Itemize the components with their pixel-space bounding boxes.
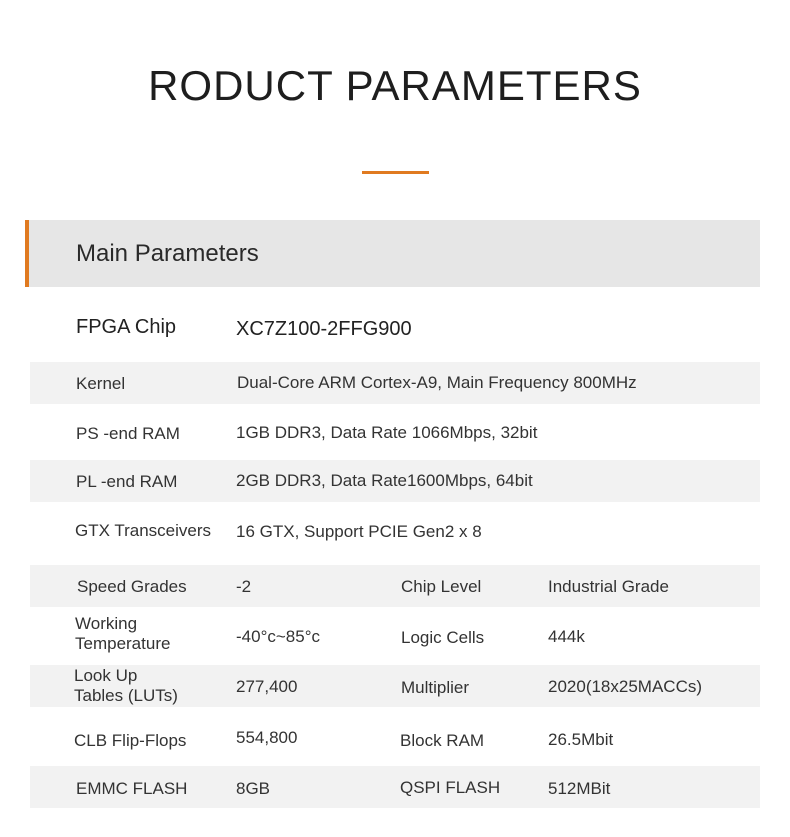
param-label: CLB Flip-Flops [74, 731, 187, 750]
param-label: EMMC FLASH [76, 779, 188, 798]
param-value: 26.5Mbit [548, 730, 614, 749]
param-value: 554,800 [236, 728, 298, 747]
section-accent-bar [25, 220, 29, 287]
param-value: -40°c~85°c [236, 627, 321, 646]
param-label: Multiplier [401, 678, 470, 697]
param-label: Logic Cells [401, 628, 485, 647]
title-accent-divider [362, 171, 429, 174]
param-label: Kernel [76, 374, 126, 393]
param-value: 1GB DDR3, Data Rate 1066Mbps, 32bit [236, 423, 538, 442]
param-label: GTX Transceivers [75, 521, 212, 540]
param-value: 2GB DDR3, Data Rate1600Mbps, 64bit [236, 471, 533, 490]
param-value: 16 GTX, Support PCIE Gen2 x 8 [236, 522, 482, 541]
param-label: PS -end RAM [76, 424, 180, 443]
param-grid-row-temperature [30, 611, 760, 661]
param-label: Block RAM [400, 731, 485, 750]
param-row-fpga-chip [30, 305, 760, 351]
param-label: Chip Level [401, 577, 482, 596]
param-row-gtx [30, 510, 760, 552]
param-label-line2: Temperature [75, 634, 171, 653]
param-value: 277,400 [236, 677, 298, 696]
param-grid-row-clb [30, 716, 760, 760]
param-row-ps-ram [30, 412, 760, 454]
param-value: 444k [548, 627, 585, 646]
param-label-line1: Working [75, 614, 138, 633]
param-row-pl-ram [30, 460, 760, 502]
param-label-line1: Look Up [74, 666, 138, 685]
param-value: 512MBit [548, 779, 611, 798]
param-value: -2 [236, 577, 252, 596]
param-grid-row-luts [30, 665, 760, 707]
param-label: PL -end RAM [76, 472, 178, 491]
page-title: RODUCT PARAMETERS [148, 62, 642, 109]
param-label: Speed Grades [77, 577, 187, 596]
param-row-kernel [30, 362, 760, 404]
section-title: Main Parameters [76, 240, 259, 267]
param-value: Dual-Core ARM Cortex-A9, Main Frequency 800MHz [237, 373, 637, 392]
param-value: XC7Z100-2FFG900 [236, 318, 412, 340]
param-value: 2020(18x25MACCs) [548, 677, 703, 696]
param-value: Industrial Grade [548, 577, 669, 596]
param-value: 8GB [236, 779, 271, 798]
param-label: QSPI FLASH [400, 778, 501, 797]
param-grid-row-flash [30, 766, 760, 808]
param-label-line2: Tables (LUTs) [74, 686, 178, 705]
param-label: FPGA Chip [76, 316, 177, 338]
section-header [25, 220, 760, 287]
param-grid-row-speed [30, 565, 760, 607]
